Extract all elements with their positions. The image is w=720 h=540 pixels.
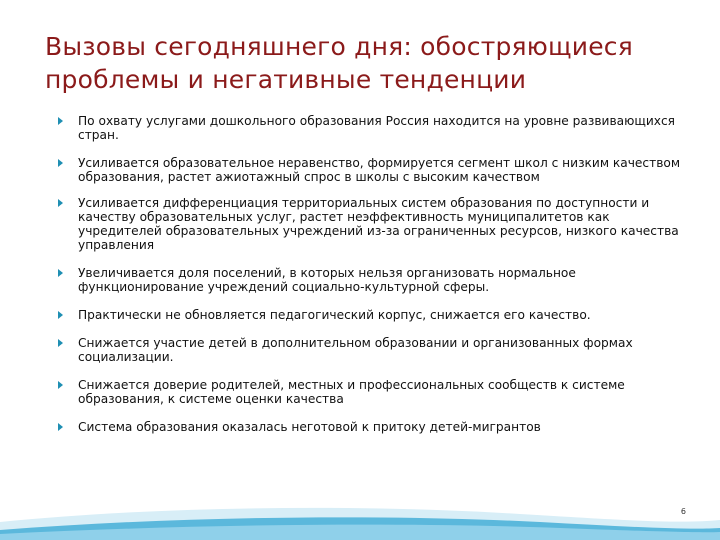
bullet-item	[55, 114, 695, 142]
bullet-arrow-icon	[58, 117, 63, 125]
bullet-text: Снижается доверие родителей, местных и профессиональных сообществ к системе образования, к системе оценки качества	[78, 378, 625, 406]
bullet-item	[55, 420, 695, 434]
title-rest: : обостряющиеся проблемы и негативные тенденции	[45, 32, 633, 94]
bullet-item	[55, 308, 695, 322]
slide-title	[45, 30, 685, 96]
bullet-text: Усиливается образовательное неравенство, формируется сегмент школ с низким качеством образования, растет ажиотажный спрос в школы с высоким качеством	[78, 156, 681, 184]
bullet-text: Практически не обновляется педагогический корпус, снижается его качество.	[78, 308, 591, 322]
title-lead: Вызовы сегодняшнего дня	[45, 32, 404, 61]
bullet-item	[55, 266, 695, 294]
decorative-wave	[0, 500, 720, 540]
bullet-arrow-icon	[58, 159, 63, 167]
page-number: 6	[680, 507, 686, 516]
bullet-item	[55, 336, 695, 364]
bullet-item	[55, 378, 695, 406]
bullet-item	[55, 196, 695, 252]
bullet-text: Снижается участие детей в дополнительном образовании и организованных формах социализации.	[78, 336, 633, 364]
bullet-text: Система образования оказалась неготовой к притоку детей-мигрантов	[78, 420, 541, 434]
bullet-list	[55, 114, 695, 434]
bullet-arrow-icon	[58, 199, 63, 207]
bullet-arrow-icon	[58, 339, 63, 347]
bullet-text: Усиливается дифференциация территориальных систем образования по доступности и качеству образовательных услуг, растет неэффективность муниципалитетов как учредителей образовательных учреждений из-за ограниченных ресурсов, низкого качества управления	[78, 196, 679, 252]
bullet-arrow-icon	[58, 423, 63, 431]
bullet-arrow-icon	[58, 381, 63, 389]
bullet-item	[55, 156, 695, 184]
bullet-text: По охвату услугами дошкольного образования Россия находится на уровне развивающихся стран.	[78, 114, 675, 142]
bullet-arrow-icon	[58, 269, 63, 277]
bullet-arrow-icon	[58, 311, 63, 319]
bullet-text: Увеличивается доля поселений, в которых нельзя организовать нормальное функционирование учреждений социально-культурной сферы.	[78, 266, 576, 294]
